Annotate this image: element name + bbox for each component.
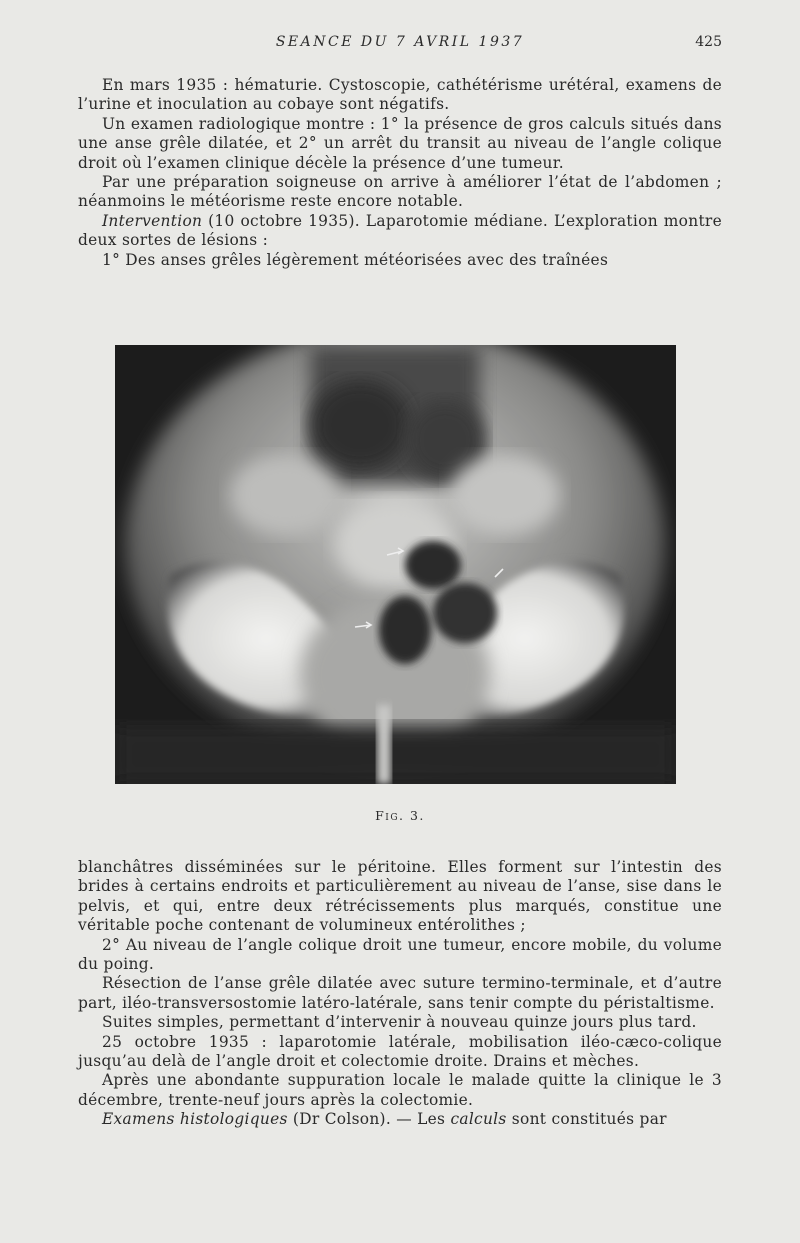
paragraph: Intervention (10 octobre 1935). Laparotomie médiane. L’exploration montre deux sortes de lésions :: [78, 211, 722, 250]
paragraph: Par une préparation soigneuse on arrive à améliorer l’état de l’abdomen ; néanmoins le météorisme reste encore notable.: [78, 173, 722, 211]
paragraph: Résection de l’anse grêle dilatée avec suture termino-terminale, et d’autre part, iléo-transversostomie latéro-latérale, sans tenir compte du péristaltisme.: [78, 974, 722, 1012]
paragraph: 25 octobre 1935 : laparotomie latérale, mobilisation iléo-cæco-colique jusqu’au delà de l’angle droit et colectomie droite. Drains et mèches.: [78, 1032, 722, 1071]
page-number: 425: [695, 34, 722, 50]
text-block-bottom: [78, 858, 722, 1130]
paragraph: En mars 1935 : hématurie. Cystoscopie, cathétérisme urétéral, examens de l’urine et inoculation au cobaye sont négatifs.: [78, 76, 722, 114]
paragraph: 2° Au niveau de l’angle colique droit une tumeur, encore mobile, du volume du poing.: [78, 935, 722, 974]
italic-lead: Examens histologiques: [102, 1110, 288, 1129]
italic-lead: Intervention: [102, 211, 203, 230]
paragraph: 1° Des anses grêles légèrement météorisées avec des traînées: [102, 250, 609, 269]
text-block-top: [78, 76, 722, 270]
italic-word: calculs: [450, 1110, 507, 1129]
paragraph: Suites simples, permettant d’intervenir à nouveau quinze jours plus tard.: [102, 1013, 697, 1032]
paragraph: Un examen radiologique montre : 1° la présence de gros calculs situés dans une anse grêle dilatée, et 2° un arrêt du transit au niveau de l’angle colique droit où l’examen clinique décèle la présence d’une tumeur.: [78, 114, 722, 172]
xray-figure: [115, 345, 676, 784]
paragraph: Examens histologiques (Dr Colson). — Les calculs sont constitués par: [102, 1110, 667, 1129]
paragraph: Après une abondante suppuration locale le malade quitte la clinique le 3 décembre, trente-neuf jours après la colectomie.: [78, 1071, 722, 1109]
running-header: [78, 34, 722, 56]
paragraph: blanchâtres disséminées sur le péritoine. Elles forment sur l’intestin des brides à certains endroits et particulièrement au niveau de l’anse, sise dans le pelvis, et qui, entre deux rétrécissements plus marqués, constitue une véritable poche contenant de volumineux entérolithes ;: [78, 858, 722, 935]
xray-image: [115, 345, 676, 784]
figure-caption: Fig. 3.: [375, 808, 425, 823]
header-title: SEANCE DU 7 AVRIL 1937: [275, 34, 525, 50]
